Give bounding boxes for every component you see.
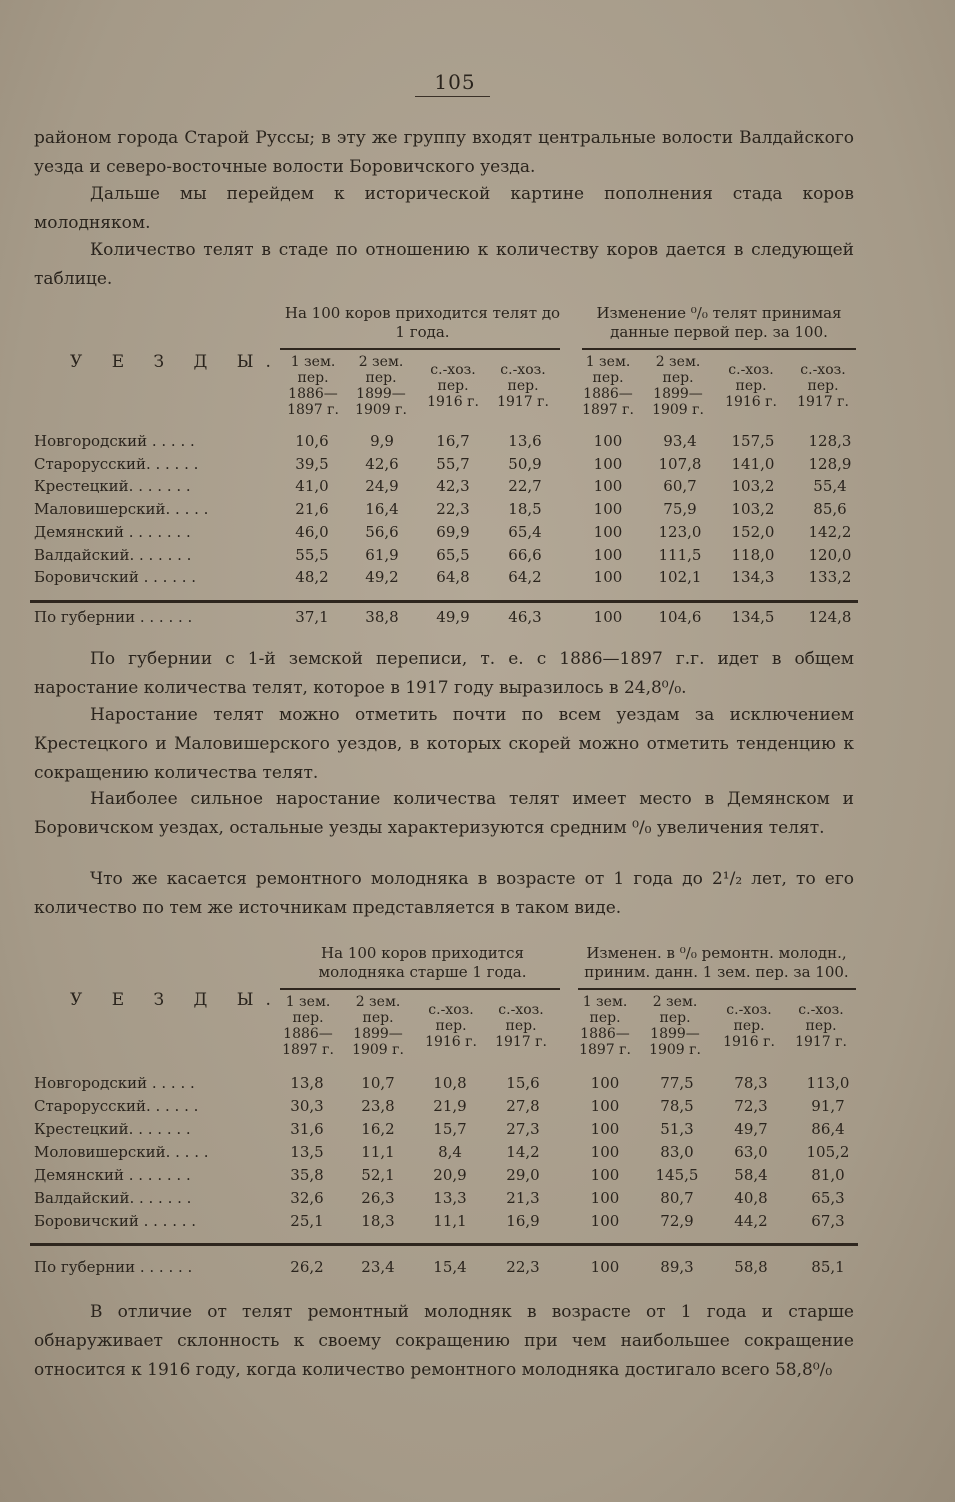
calves-cell: 66,6 [508,545,542,564]
calves-row-name: Валдайский. . . . . . . [34,545,192,564]
calves-col-header-8: с.-хоз. пер. 1917 г. [797,362,849,410]
young-stock-cell: 100 [590,1120,620,1138]
calves-cell: 64,2 [508,568,542,587]
calves-row-name: Демянский . . . . . . . [34,522,191,541]
young-stock-cell: 20,9 [433,1166,467,1184]
young-stock-cell: 72,3 [734,1097,768,1115]
calves-cell: 123,0 [658,522,702,541]
young-stock-total-cell: 23,4 [361,1258,395,1276]
calves-col-header-5: 1 зем. пер. 1886— 1897 г. [582,354,634,418]
young-stock-row-name: Крестецкий. . . . . . . [34,1120,191,1138]
calves-cell: 21,6 [295,500,329,519]
young-stock-table-group-2-rule [578,988,856,990]
calves-cell: 100 [593,568,623,587]
young-stock-col-header-5: 1 зем. пер. 1886— 1897 г. [579,994,631,1058]
young-stock-cell: 78,5 [660,1097,694,1115]
young-stock-row-name: Боровичский . . . . . . [34,1212,197,1230]
calves-row-name: Новгородский . . . . . [34,432,195,450]
calves-table-row-header: У Е З Д Ы. [70,352,283,372]
calves-cell: 157,5 [731,432,775,450]
young-stock-cell: 100 [590,1189,620,1207]
young-stock-col-header-3: с.-хоз. пер. 1916 г. [425,1002,477,1050]
calves-cell: 48,2 [295,568,329,587]
young-stock-row [30,1212,858,1234]
young-stock-cell: 100 [590,1212,620,1230]
young-stock-row-name: Моловишерский. . . . . [34,1143,209,1161]
calves-row-name: Боровичский . . . . . . [34,568,197,587]
young-stock-total-cell: 100 [590,1258,620,1276]
young-stock-col-header-6: 2 зем. пер. 1899— 1909 г. [649,994,701,1058]
young-stock-total-cell: 58,8 [734,1258,768,1276]
calves-table-total-rule [30,600,858,603]
calves-col-header-4: с.-хоз. пер. 1917 г. [497,362,549,410]
young-stock-row-name: Валдайский. . . . . . . [34,1189,192,1207]
young-stock-cell: 81,0 [811,1166,845,1184]
young-stock-cell: 10,7 [361,1074,395,1092]
calves-row-name: Старорусский. . . . . . [34,454,199,473]
calves-cell: 55,5 [295,545,329,564]
paragraph-1: районом города Старой Руссы; в эту же группу входят центральные волости Валдайского уезда и северо-восточные волости Боровичского уезда. [34,128,854,177]
young-stock-cell: 63,0 [734,1143,768,1161]
young-stock-row [30,1120,858,1142]
calves-cell: 141,0 [731,454,775,473]
calves-cell: 65,5 [436,545,470,564]
young-stock-cell: 113,0 [806,1074,850,1092]
calves-total-cell: 46,3 [508,608,542,626]
calves-cell: 60,7 [663,477,697,496]
young-stock-cell: 13,3 [433,1189,467,1207]
calves-cell: 100 [593,522,623,541]
calves-cell: 39,5 [295,454,329,473]
young-stock-cell: 100 [590,1166,620,1184]
young-stock-cell: 86,4 [811,1120,845,1138]
young-stock-cell: 100 [590,1143,620,1161]
paragraph-6: Наиболее сильное наростание количества телят имеет место в Демянском и Боровичском уездах, остальные уезды характеризуются средним ⁰/₀ увеличения телят. [34,789,854,838]
calves-table-group-2-header: Изменение ⁰/₀ телят принимая данные первой пер. за 100. [596,304,842,341]
young-stock-total-cell: 85,1 [811,1258,845,1276]
young-stock-cell: 23,8 [361,1097,395,1115]
calves-cell: 102,1 [658,568,702,587]
young-stock-cell: 80,7 [660,1189,694,1207]
young-stock-cell: 40,8 [734,1189,768,1207]
calves-table-group-1-header: На 100 коров приходится телят до 1 года. [284,304,561,341]
calves-total-name: По губернии . . . . . . [34,608,193,626]
paragraph-4: По губернии с 1-й земской переписи, т. е. с 1886—1897 г.г. идет в общем наростание количества телят, которое в 1917 году выразилось в 24,8⁰/₀. [34,649,854,698]
calves-cell: 134,3 [731,568,775,587]
young-stock-cell: 77,5 [660,1074,694,1092]
calves-cell: 13,6 [508,432,542,450]
young-stock-row-name: Старорусский. . . . . . [34,1097,199,1115]
calves-cell: 100 [593,545,623,564]
calves-cell: 69,9 [436,522,470,541]
calves-cell: 42,3 [436,477,470,496]
calves-cell: 100 [593,500,623,519]
calves-row [30,432,858,454]
young-stock-col-header-7: с.-хоз. пер. 1916 г. [723,1002,775,1050]
calves-col-header-3: с.-хоз. пер. 1916 г. [427,362,479,410]
young-stock-cell: 52,1 [361,1166,395,1184]
calves-row [30,568,858,590]
calves-cell: 10,6 [295,432,329,450]
calves-cell: 75,9 [663,500,697,519]
calves-cell: 93,4 [663,432,697,450]
calves-total-cell: 49,9 [436,608,470,626]
page-number: 105 [434,70,476,94]
young-stock-cell: 13,5 [290,1143,324,1161]
calves-cell: 49,2 [365,568,399,587]
page-number-rule [415,96,490,97]
young-stock-cell: 18,3 [361,1212,395,1230]
young-stock-total-cell: 89,3 [660,1258,694,1276]
young-stock-cell: 65,3 [811,1189,845,1207]
young-stock-table [30,940,858,1290]
calves-cell: 64,8 [436,568,470,587]
young-stock-cell: 26,3 [361,1189,395,1207]
young-stock-row [30,1166,858,1188]
young-stock-row [30,1143,858,1165]
young-stock-row [30,1189,858,1211]
calves-cell: 9,9 [370,432,394,450]
young-stock-cell: 32,6 [290,1189,324,1207]
young-stock-cell: 145,5 [655,1166,699,1184]
young-stock-col-header-1: 1 зем. пер. 1886— 1897 г. [282,994,334,1058]
calves-cell: 118,0 [731,545,775,564]
young-stock-cell: 30,3 [290,1097,324,1115]
young-stock-cell: 83,0 [660,1143,694,1161]
calves-total-cell: 38,8 [365,608,399,626]
calves-cell: 16,7 [436,432,470,450]
young-stock-total-cell: 22,3 [506,1258,540,1276]
young-stock-cell: 21,3 [506,1189,540,1207]
calves-row [30,523,858,545]
paragraph-8: В отличие от телят ремонтный молодняк в возрасте от 1 года и старше обнаруживает склонность к своему сокращению при чем наибольшее сокращение относится к 1916 году, когда количество ремонтного молодняка достигало всего 58,8⁰/₀ [34,1302,854,1380]
calves-table [30,300,858,630]
young-stock-table-total-rule [30,1243,858,1246]
young-stock-row [30,1074,858,1096]
calves-row [30,455,858,477]
calves-cell: 142,2 [808,522,852,541]
calves-row [30,500,858,522]
young-stock-cell: 16,2 [361,1120,395,1138]
calves-cell: 56,6 [365,522,399,541]
calves-row-name: Маловишерский. . . . . [34,500,209,519]
calves-total-cell: 37,1 [295,608,329,626]
calves-col-header-7: с.-хоз. пер. 1916 г. [725,362,777,410]
calves-cell: 111,5 [658,545,702,564]
calves-total-cell: 124,8 [808,608,852,626]
young-stock-cell: 44,2 [734,1212,768,1230]
young-stock-table-group-1-header: На 100 коров приходится молодняка старше 1 года. [318,944,527,981]
young-stock-cell: 49,7 [734,1120,768,1138]
young-stock-cell: 13,8 [290,1074,324,1092]
young-stock-table-group-1-rule [280,988,560,990]
young-stock-cell: 100 [590,1097,620,1115]
calves-cell: 128,3 [808,432,852,450]
young-stock-cell: 67,3 [811,1212,845,1230]
calves-cell: 18,5 [508,500,542,519]
calves-cell: 152,0 [731,522,775,541]
calves-cell: 22,7 [508,477,542,496]
young-stock-table-group-2-header: Изменен. в ⁰/₀ ремонтн. молодн., приним. данн. 1 зем. пер. за 100. [584,944,849,981]
young-stock-cell: 105,2 [806,1143,850,1161]
young-stock-cell: 78,3 [734,1074,768,1092]
calves-row [30,546,858,568]
calves-cell: 65,4 [508,522,542,541]
calves-cell: 16,4 [365,500,399,519]
calves-cell: 55,4 [813,477,847,496]
calves-row [30,477,858,499]
calves-table-group-1-rule [280,348,560,350]
calves-total-row [30,608,858,630]
paragraph-3: Количество телят в стаде по отношению к количеству коров дается в следующей таблице. [34,240,854,289]
calves-cell: 128,9 [808,454,852,473]
paragraph-5: Наростание телят можно отметить почти по всем уездам за исключением Крестецкого и Маловишерского уездов, в которых скорей можно отметить тенденцию к сокращению количества телят. [34,705,854,783]
calves-cell: 55,7 [436,454,470,473]
calves-total-cell: 134,5 [731,608,775,626]
calves-col-header-6: 2 зем. пер. 1899— 1909 г. [652,354,704,418]
calves-cell: 133,2 [808,568,852,587]
young-stock-cell: 10,8 [433,1074,467,1092]
young-stock-cell: 8,4 [438,1143,462,1161]
young-stock-cell: 29,0 [506,1166,540,1184]
calves-cell: 22,3 [436,500,470,519]
young-stock-cell: 14,2 [506,1143,540,1161]
young-stock-cell: 27,8 [506,1097,540,1115]
paragraph-2: Дальше мы перейдем к исторической картине пополнения стада коров молодняком. [34,184,854,233]
calves-cell: 107,8 [658,454,702,473]
calves-cell: 103,2 [731,477,775,496]
young-stock-row [30,1097,858,1119]
young-stock-col-header-2: 2 зем. пер. 1899— 1909 г. [352,994,404,1058]
calves-total-cell: 104,6 [658,608,702,626]
young-stock-cell: 16,9 [506,1212,540,1230]
young-stock-row-name: Новгородский . . . . . [34,1074,195,1092]
paragraph-7: Что же касается ремонтного молодняка в возрасте от 1 года до 2¹/₂ лет, то его количество по тем же источникам представляется в таком виде. [34,869,854,918]
calves-col-header-1: 1 зем. пер. 1886— 1897 г. [287,354,339,418]
calves-cell: 41,0 [295,477,329,496]
calves-col-header-2: 2 зем. пер. 1899— 1909 г. [355,354,407,418]
calves-cell: 100 [593,477,623,496]
calves-row-name: Крестецкий. . . . . . . [34,477,191,496]
young-stock-row-name: Демянский . . . . . . . [34,1166,191,1184]
young-stock-cell: 72,9 [660,1212,694,1230]
young-stock-col-header-8: с.-хоз. пер. 1917 г. [795,1002,847,1050]
calves-total-cell: 100 [593,608,623,626]
young-stock-cell: 51,3 [660,1120,694,1138]
young-stock-total-row [30,1258,858,1280]
young-stock-cell: 31,6 [290,1120,324,1138]
calves-cell: 100 [593,432,623,450]
young-stock-cell: 21,9 [433,1097,467,1115]
young-stock-cell: 15,7 [433,1120,467,1138]
young-stock-total-name: По губернии . . . . . . [34,1258,193,1276]
calves-cell: 100 [593,454,623,473]
calves-cell: 85,6 [813,500,847,519]
young-stock-col-header-4: с.-хоз. пер. 1917 г. [495,1002,547,1050]
calves-table-group-2-rule [582,348,856,350]
young-stock-cell: 25,1 [290,1212,324,1230]
young-stock-cell: 58,4 [734,1166,768,1184]
calves-cell: 24,9 [365,477,399,496]
calves-cell: 50,9 [508,454,542,473]
young-stock-total-cell: 15,4 [433,1258,467,1276]
young-stock-cell: 91,7 [811,1097,845,1115]
young-stock-table-row-header: У Е З Д Ы. [70,990,283,1010]
calves-cell: 120,0 [808,545,852,564]
young-stock-cell: 15,6 [506,1074,540,1092]
young-stock-cell: 27,3 [506,1120,540,1138]
calves-cell: 61,9 [365,545,399,564]
young-stock-total-cell: 26,2 [290,1258,324,1276]
calves-cell: 103,2 [731,500,775,519]
young-stock-cell: 35,8 [290,1166,324,1184]
young-stock-cell: 11,1 [361,1143,395,1161]
young-stock-cell: 11,1 [433,1212,467,1230]
calves-cell: 46,0 [295,522,329,541]
young-stock-cell: 100 [590,1074,620,1092]
calves-cell: 42,6 [365,454,399,473]
